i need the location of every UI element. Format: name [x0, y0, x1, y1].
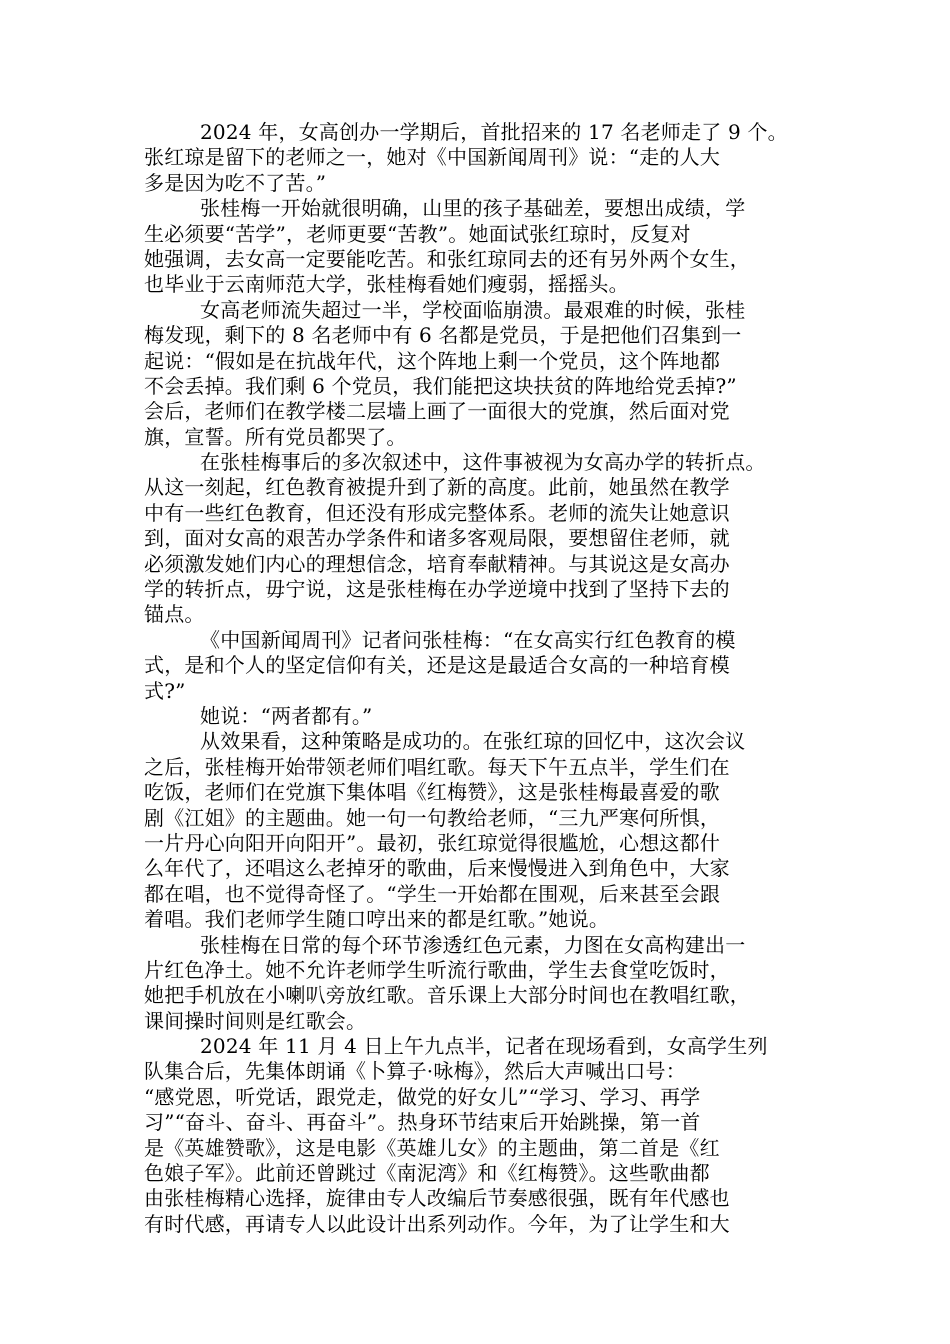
- paragraph-first-line: 2024 年，女高创办一学期后，首批招来的 17 名老师走了 9 个。: [200, 120, 788, 144]
- text-line: 由张桂梅精心选择，旋律由专人改编后节奏感很强，既有年代感也: [144, 1186, 730, 1211]
- text-line: 锚点。: [144, 602, 205, 627]
- text-line: 梅发现，剩下的 8 名老师中有 6 名都是党员，于是把他们召集到一: [144, 323, 742, 348]
- text-line: 式，是和个人的坚定信仰有关，还是这是最适合女高的一种培育模: [144, 653, 730, 678]
- text-line: 张红琼是留下的老师之一，她对《中国新闻周刊》说：“走的人大: [144, 145, 721, 170]
- text-line: 学的转折点，毋宁说，这是张桂梅在办学逆境中找到了坚持下去的: [144, 577, 730, 602]
- text-line: 队集合后，先集体朗诵《卜算子·咏梅》，然后大声喊出口号：: [144, 1059, 686, 1084]
- paragraph-first-line: 2024 年 11 月 4 日上午九点半，记者在现场看到，女高学生列: [200, 1034, 768, 1059]
- text-line: 也毕业于云南师范大学，张桂梅看她们瘦弱，摇摇头。: [144, 272, 629, 297]
- text-line: 色娘子军》。此前还曾跳过《南泥湾》和《红梅赞》。这些歌曲都: [144, 1161, 710, 1186]
- text-line: 一片丹心向阳开向阳开”。最初，张红琼觉得很尴尬，心想这都什: [144, 830, 721, 855]
- text-line: 从这一刻起，红色教育被提升到了新的高度。此前，她虽然在教学: [144, 475, 730, 500]
- paragraph-first-line: 她说：“两者都有。”: [200, 703, 373, 728]
- text-line: “感党恩，听党话，跟党走，做党的好女儿”“学习、学习、再学: [144, 1084, 701, 1109]
- text-line: 之后，张桂梅开始带领老师们唱红歌。每天下午五点半，学生们在: [144, 754, 730, 779]
- text-line: 必须激发她们内心的理想信念，培育奉献精神。与其说这是女高办: [144, 551, 730, 576]
- paragraph-first-line: 张桂梅一开始就很明确，山里的孩子基础差，要想出成绩，学: [200, 196, 746, 221]
- paragraph-first-line: 在张桂梅事后的多次叙述中，这件事被视为女高办学的转折点。: [200, 450, 766, 475]
- paragraph-first-line: 张桂梅在日常的每个环节渗透红色元素，力图在女高构建出一: [200, 932, 746, 957]
- text-line: 旗，宣誓。所有党员都哭了。: [144, 424, 407, 449]
- text-line: 生必须要“苦学”，老师更要“苦教”。她面试张红琼时，反复对: [144, 221, 691, 246]
- paragraph-first-line: 女高老师流失超过一半，学校面临崩溃。最艰难的时候，张桂: [200, 297, 746, 322]
- text-line: 多是因为吃不了苦。”: [144, 170, 327, 195]
- text-line: 她强调，去女高一定要能吃苦。和张红琼同去的还有另外两个女生，: [144, 246, 750, 271]
- text-line: 是《英雄赞歌》，这是电影《英雄儿女》的主题曲，第二首是《红: [144, 1135, 720, 1160]
- text-line: 她把手机放在小喇叭旁放红歌。音乐课上大部分时间也在教唱红歌，: [144, 983, 750, 1008]
- paragraph-first-line: 《中国新闻周刊》记者问张桂梅：“在女高实行红色教育的模: [200, 627, 736, 652]
- text-line: 中有一些红色教育，但还没有形成完整体系。老师的流失让她意识: [144, 500, 730, 525]
- text-line: 剧《江姐》的主题曲。她一句一句教给老师，“三九严寒何所惧，: [144, 805, 721, 830]
- text-line: 不会丢掉。我们剩 6 个党员，我们能把这块扶贫的阵地给党丢掉?”: [144, 373, 737, 398]
- paragraph-first-line: 从效果看，这种策略是成功的。在张红琼的回忆中，这次会议: [200, 729, 746, 754]
- text-line: 有时代感，再请专人以此设计出系列动作。今年，为了让学生和大: [144, 1211, 730, 1236]
- text-line: 着唱。我们老师学生随口哼出来的都是红歌。”她说。: [144, 907, 610, 932]
- article-body: [144, 120, 816, 1237]
- text-line: 片红色净土。她不允许老师学生听流行歌曲，学生去食堂吃饭时，: [144, 957, 730, 982]
- text-line: 都在唱，也不觉得奇怪了。“学生一开始都在围观，后来甚至会跟: [144, 881, 721, 906]
- text-line: 到，面对女高的艰苦办学条件和诸多客观局限，要想留住老师，就: [144, 526, 730, 551]
- text-line: 起说：“假如是在抗战年代，这个阵地上剩一个党员，这个阵地都: [144, 348, 721, 373]
- text-line: 习”“奋斗、奋斗、再奋斗”。热身环节结束后开始跳操，第一首: [144, 1110, 701, 1135]
- text-line: 么年代了，还唱这么老掉牙的歌曲，后来慢慢进入到角色中，大家: [144, 856, 730, 881]
- text-line: 式?”: [144, 678, 186, 703]
- text-line: 吃饭，老师们在党旗下集体唱《红梅赞》，这是张桂梅最喜爱的歌: [144, 780, 720, 805]
- text-line: 课间操时间则是红歌会。: [144, 1008, 367, 1033]
- text-line: 会后，老师们在教学楼二层墙上画了一面很大的党旗，然后面对党: [144, 399, 730, 424]
